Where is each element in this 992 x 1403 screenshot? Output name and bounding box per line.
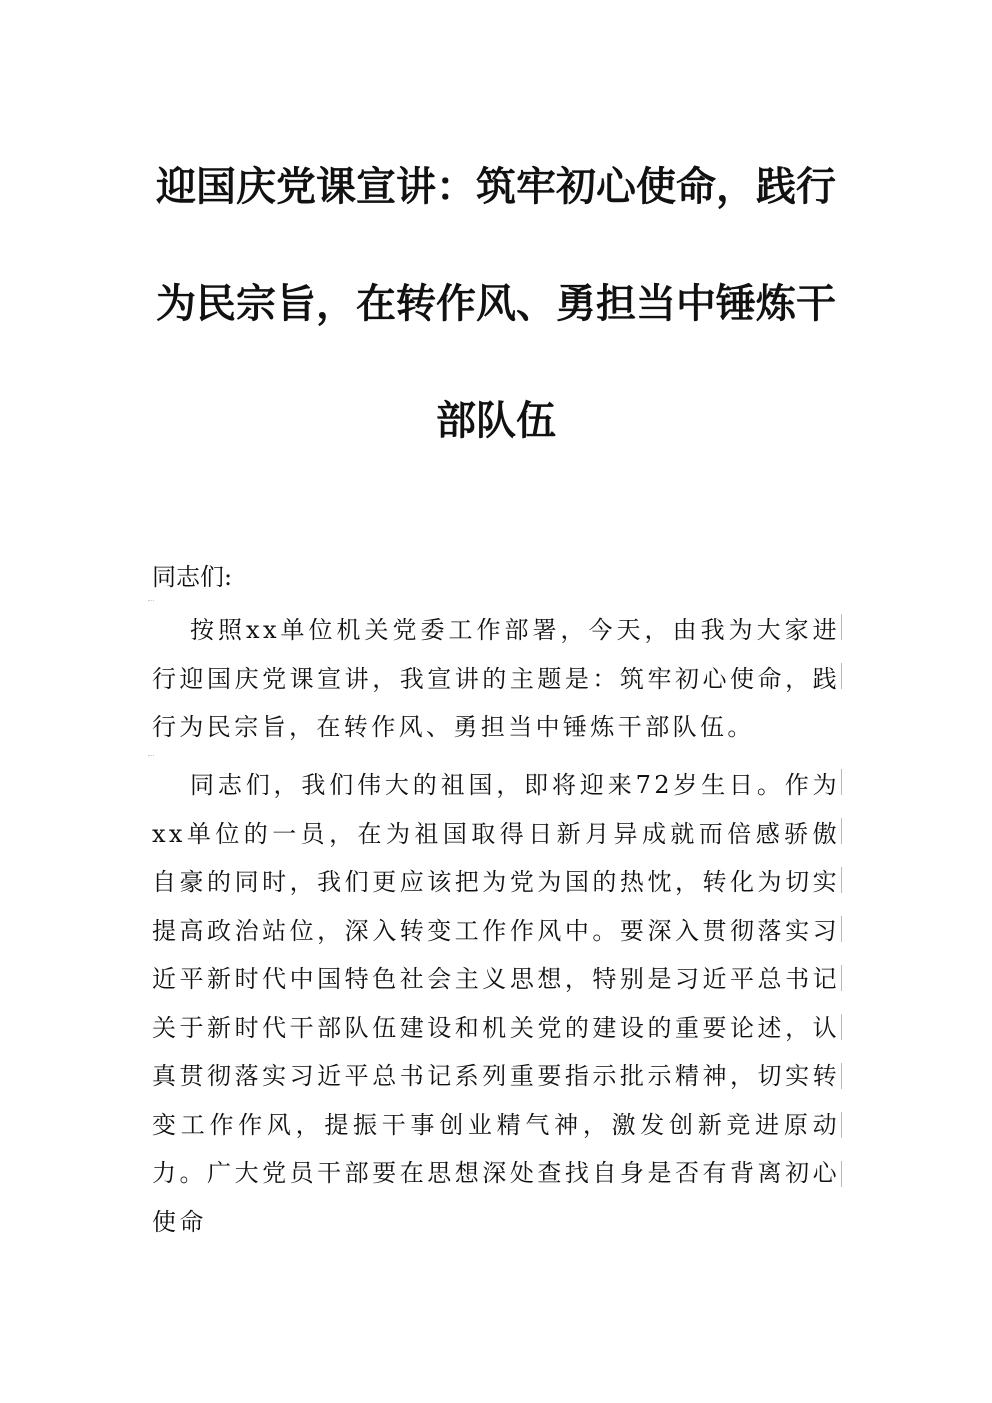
margin-mark [148,755,154,756]
paragraph-2: 同志们，我们伟大的祖国，即将迎来72岁生日。作为xx单位的一员，在为祖国取得日新月异成就而倍感骄傲自豪的同时，我们更应该把为党为国的热忱，转化为切实提高政治站位，深入转变工作作风中。要深入贯彻落实习近平新时代中国特色社会主义思想，特别是习近平总书记关于新时代干部队伍建设和机关党的建设的重要论述，认真贯彻落实习近平总书记系列重要指示批示精神，切实转变工作作风，提振干事创业精气神，激发创新竞进原动力。广大党员干部要在思想深处查找自身是否有背离初心使命 [152,771,840,1236]
salutation: 同志们: [152,563,233,591]
line-end-mark [841,1014,842,1040]
line-end-mark [841,965,842,991]
line-end-mark [841,867,842,893]
line-end-mark [841,614,842,640]
line-end-mark [841,818,842,844]
line-end-mark [841,1112,842,1138]
line-end-mark [841,663,842,689]
line-end-mark [841,1161,842,1187]
line-end-mark [841,769,842,795]
margin-mark [148,600,154,601]
line-end-mark [841,1063,842,1089]
document-title: 迎国庆党课宣讲：筑牢初心使命，践行为民宗旨，在转作风、勇担当中锤炼干部队伍 [156,163,836,444]
line-end-mark [841,916,842,942]
paragraph-1: 按照xx单位机关党委工作部署，今天，由我为大家进行迎国庆党课宣讲，我宣讲的主题是：筑牢初心使命，践行为民宗旨，在转作风、勇担当中锤炼干部队伍。 [152,616,840,741]
